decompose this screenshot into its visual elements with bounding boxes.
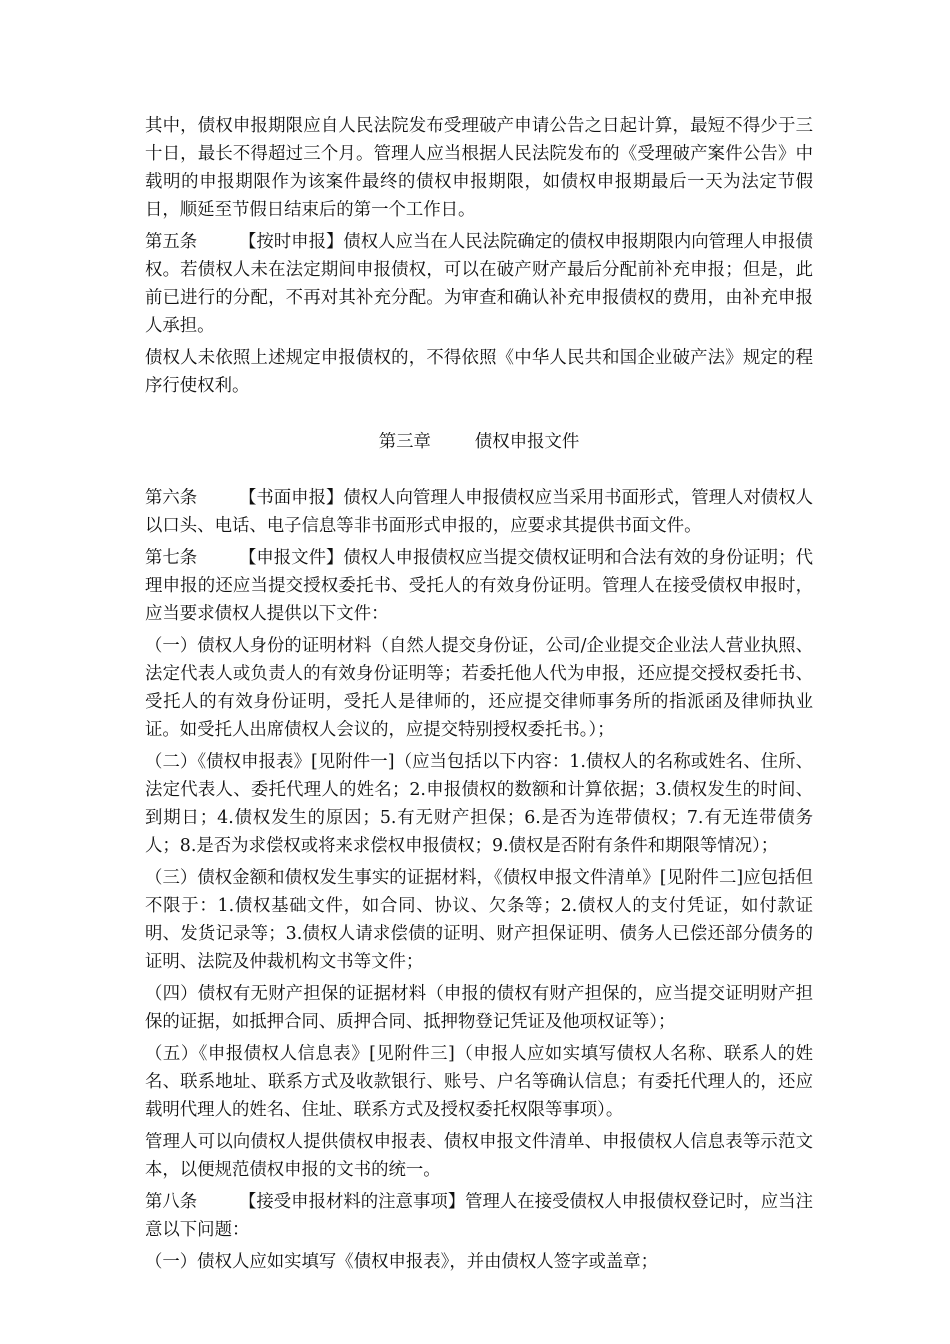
paragraph-deadline-calculation: 其中，债权申报期限应自人民法院发布受理破产申请公告之日起计算，最短不得少于三十日，最长不得超过三个月。管理人应当根据人民法院发布的《受理破产案件公告》中载明的申报期限作为该案件最终的债权申报期限，如债权申报期最后一天为法定节假日，顺延至节假日结束后的第一个工作日。 [145, 116, 813, 220]
article-6-text: 【书面申报】债权人向管理人申报债权应当采用书面形式，管理人对债权人以口头、电话、电子信息等非书面形式申报的，应要求其提供书面文件。 [145, 488, 813, 536]
article-5-number: 第五条 [145, 232, 198, 252]
article-6-number: 第六条 [145, 488, 198, 508]
article-7-item-2: （二）《债权申报表》[见附件一]（应当包括以下内容：1.债权人的名称或姓名、住所、法定代表人、委托代理人的姓名；2.申报债权的数额和计算依据；3.债权发生的时间、到期日；4.债权发生的原因；5.有无财产担保；6.是否为连带债权；7.有无连带债务人；8.是否为求偿权或将来求偿权申报债权；9.债权是否附有条件和期限等情况）； [145, 752, 813, 856]
article-7-item-5: （五）《申报债权人信息表》[见附件三]（申报人应如实填写债权人名称、联系人的姓名、联系地址、联系方式及收款银行、账号、户名等确认信息；有委托代理人的，还应载明代理人的姓名、住址、联系方式及授权委托权限等事项）。 [145, 1044, 813, 1120]
article-7-item-3: （三）债权金额和债权发生事实的证据材料，《债权申报文件清单》[见附件二]应包括但不限于：1.债权基础文件，如合同、协议、欠条等；2.债权人的支付凭证，如付款证明、发货记录等；3.债权人请求偿债的证明、财产担保证明、债务人已偿还部分债务的证明、法院及仲裁机构文书等文件； [145, 868, 813, 972]
article-8-number: 第八条 [145, 1192, 198, 1212]
article-7-text: 【申报文件】债权人申报债权应当提交债权证明和合法有效的身份证明；代理申报的还应当提交授权委托书、受托人的有效身份证明。管理人在接受债权申报时，应当要求债权人提供以下文件： [145, 548, 813, 624]
article-7 [145, 544, 813, 628]
article-7-item-4: （四）债权有无财产担保的证据材料（申报的债权有财产担保的，应当提交证明财产担保的证据，如抵押合同、质押合同、抵押物登记凭证及他项权证等）； [145, 984, 813, 1032]
article-5-text: 【按时申报】债权人应当在人民法院确定的债权申报期限内向管理人申报债权。若债权人未在法定期间申报债权，可以在破产财产最后分配前补充申报；但是，此前已进行的分配，不再对其补充分配。为审查和确认补充申报债权的费用，由补充申报人承担。 [145, 232, 813, 336]
article-8-item-1: （一）债权人应如实填写《债权申报表》，并由债权人签字或盖章； [145, 1252, 659, 1272]
article-7-item-1: （一）债权人身份的证明材料（自然人提交身份证，公司/企业提交企业法人营业执照、法定代表人或负责人的有效身份证明等；若委托他人代为申报，还应提交授权委托书、受托人的有效身份证明，受托人是律师的，还应提交律师事务所的指派函及律师执业证。如受托人出席债权人会议的，应提交特别授权委托书。）； [145, 636, 813, 740]
paragraph-after-article-7: 管理人可以向债权人提供债权申报表、债权申报文件清单、申报债权人信息表等示范文本，以便规范债权申报的文书的统一。 [145, 1132, 813, 1180]
chapter-title: 债权申报文件 [474, 432, 580, 452]
chapter-number: 第三章 [378, 432, 431, 452]
article-7-number: 第七条 [145, 548, 198, 568]
article-8-text: 【接受申报材料的注意事项】管理人在接受债权人申报债权登记时，应当注意以下问题： [145, 1192, 813, 1240]
paragraph-after-article-5: 债权人未依照上述规定申报债权的，不得依照《中华人民共和国企业破产法》规定的程序行使权利。 [145, 348, 813, 396]
document-page [145, 112, 813, 1280]
chapter-heading [145, 428, 813, 456]
article-5 [145, 228, 813, 340]
article-8 [145, 1188, 813, 1244]
article-6 [145, 484, 813, 540]
